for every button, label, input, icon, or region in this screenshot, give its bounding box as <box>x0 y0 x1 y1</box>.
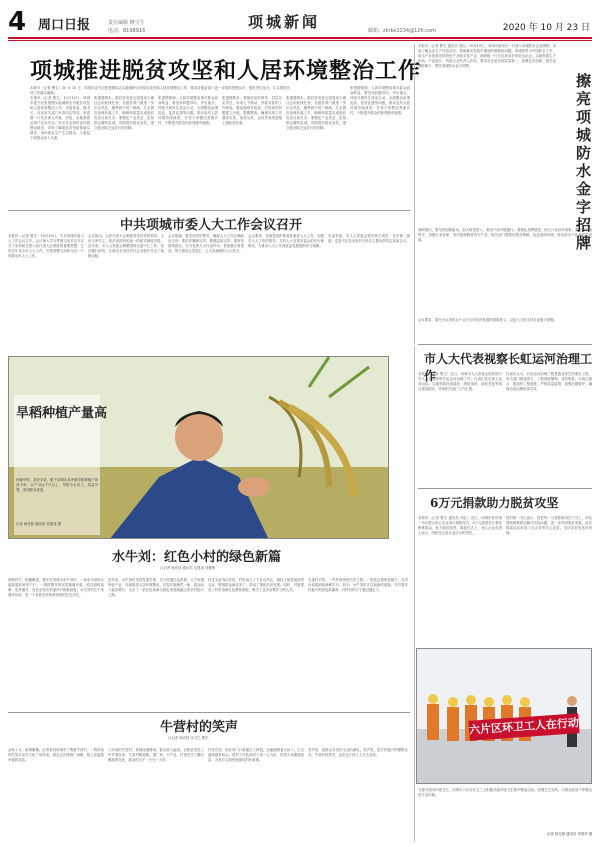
lead-col-3: 张建儒强调，人居环境整治事关群众切身利益，要坚持问题导向，突出重点，持续开展村庄清洁行动，全面整治乱堆乱放、乱搭乱建等问题，推动农村人居环境持续改善，打造干净整洁美丽乡村，不断提升群众的获得感幸福感。 <box>158 96 218 125</box>
niuying-headline: 牛营村的笑声 <box>160 720 239 735</box>
right-body-2: 调研指出，要坚持创新驱动，加大研发投入，推动产品升级换代；要强化品牌建设，树立行业标杆形象；要规范市场秩序，加强行业自律，坚决抵制假冒伪劣产品；相关部门要做好服务保障，优化营商环境，推动防水产业高质量发展。 <box>418 228 592 242</box>
section-title: 项城新闻 <box>248 13 321 31</box>
sanitation-banner: 六片区环卫工人在行动 <box>468 713 579 741</box>
village-col-2: 近年来，水牛刘村坚持党建引领，充分挖掘红色资源，大力发展特色产业，持续推进人居环境整治，村容村貌焕然一新，群众收入稳步增长，走出了一条红色传承与绿色发展相融合的乡村振兴之路。 <box>108 578 204 597</box>
lead-col-5: 张建儒指出，脱贫攻坚是全面建成小康社会的底线任务，各级各部门要进一步压实责任，聚焦两不愁三保障，扎实做好查缺补漏工作，确保高质量完成脱贫攻坚目标任务。要强化产业扶贫，拓宽群众增收渠道，巩固提升脱贫成效，建立健全防止返贫长效机制。 <box>286 96 346 130</box>
lead-headline: 项城推进脱贫攻坚和人居环境整治工作 <box>30 58 422 84</box>
meeting-col-3: 会议强调，要坚持党的领导，确保人大工作正确政治方向；要依法履职尽责，增强监督实效；要密切联系群众，充分发挥人大代表作用；要加强自身建设，努力建设让党放心、让人民满意的人大机关。 <box>168 234 244 253</box>
section-rule-1 <box>8 210 410 211</box>
village-col-1: 深秋时节，稻穗飘香，漫步在项城市水牛刘村，一条条平坦的水泥路通向家家户户，一排排整齐的民居错落有致，路边绿树成荫、花草盛开，处处呈现出美丽乡村的新画卷。水牛刘村位于项城市东部，是一个有着光荣革命传统的红色村庄。 <box>8 578 104 597</box>
tel-info: 电话：8198916 <box>108 28 146 34</box>
right-body-1: 本报讯（记者 曹生 通讯员 刘红）10月19日，项城市副市长一行深入项城防水企业调研，详细了解企业生产经营状况，帮助解决发展中遇到的困难和问题。项城被誉为中国防水之乡，防水产业是我市的特色产业和支柱产业。调研组一行先后来到多家防水企业，实地察看生产车间、产品展厅，听取企业负责人介绍，要求各企业坚持质量第一，加强技术创新，提升品牌影响力，擦亮项城防水金字招牌。 <box>418 44 556 68</box>
paper-name: 周口日报 <box>38 18 91 33</box>
donation-col-1: 本报讯（记者 曹生 通讯员 刘红）近日，项城市驻村第一书记联合爱心企业举行捐款仪式，6万元善款用于帮扶困难群众，助力脱贫攻坚。捐款仪式上，爱心企业负责人表示，回报社会是企业应尽的责任。 <box>418 516 502 535</box>
lead-col-6: 张建儒强调，人居环境整治事关群众切身利益，要坚持问题导向，突出重点，持续开展村庄清洁行动，全面整治乱堆乱放、乱搭乱建等问题，推动农村人居环境持续改善，打造干净整洁美丽乡村，不断提升群众的获得感幸福感。 <box>350 86 410 115</box>
sanitation-photo <box>416 648 592 784</box>
column-divider <box>414 44 415 344</box>
village-headline: 水牛刘：红色小村的绿色新篇 <box>112 550 282 565</box>
header-rule-thin <box>8 40 592 41</box>
page-number: 4 <box>8 8 34 36</box>
column-divider-lower <box>414 346 415 842</box>
lead-col-2: 张建儒指出，脱贫攻坚是全面建成小康社会的底线任务，各级各部门要进一步压实责任，聚焦两不愁三保障，扎实做好查缺补漏工作，确保高质量完成脱贫攻坚目标任务。要强化产业扶贫，拓宽群众增收渠道，巩固提升脱贫成效，建立健全防止返贫长效机制。 <box>94 96 154 130</box>
village-byline: 口记者 杨光林 通讯员 吴建成 郑俊保 <box>160 566 216 570</box>
photo-headline: 旱稻种植产量高 <box>16 406 108 421</box>
meeting-col-4: 会议要求，各级党组织要高度重视人大工作，加强对人大工作的领导，支持人大及其常委会依法行使职权，为推动人大工作高质量发展提供有力保障。 <box>248 234 324 248</box>
donation-headline: 6万元捐款助力脱贫攻坚 <box>430 496 559 510</box>
photo-caption: 种植旱稻，喜获丰收，眼下项城市高寺镇旱稻种植户喜获丰收，亩产可达千斤以上，旱稻节水省工，效益可观，受到群众欢迎。 <box>16 478 98 492</box>
niuying-col-3: 村民们说，现在家门口就能打工挣钱，还能照顾老人孩子，生活越来越有盼头。驻村工作队和村干部一心为民，带领大家增收致富，大家打心眼里感谢党的好政策。 <box>208 748 304 762</box>
meeting-col-1: 本报讯（记者 曹生）10月16日，中共项城市委人大工作会议召开。会议深入学习贯彻习近平总书记关于坚持和完善人民代表大会制度的重要思想，总结近年来全市人大工作，安排部署当前和今后一个时期全市人大工作。 <box>8 234 84 258</box>
village-col-4: 走进村史馆，一件件珍贵的历史文物、一张张泛黄的老照片，无声诉说着那段峥嵘岁月。如今，水牛刘村正以崭新的面貌，书写着乡村振兴的绿色新篇章，村民们的日子越过越红火。 <box>308 578 408 592</box>
right-body-3: 会议要求，要充分认识防水产业对全市经济发展的重要意义，以更大力度支持企业做大做强。 <box>418 318 558 322</box>
niuying-col-4: 笑声里，是群众对美好生活的满足；笑声里，是乡村振兴的铿锵足音。牛营村的笑声，正在这片热土上久久回荡。 <box>308 748 408 757</box>
niuying-col-2: 几年前的牛营村，基础设施薄弱，群众收入偏低。自脱贫攻坚工作开展以来，牛营村修道路、建广场、兴产业，村里发生了翻天覆地的变化，群众的日子一天比一天好。 <box>108 748 204 762</box>
email-info: 邮箱：zkrbs1234@126.com <box>368 28 436 34</box>
meeting-headline: 中共项城市委人大工作会议召开 <box>120 218 303 233</box>
npc-col-1: 本报讯（记者 曹生）近日，项城市人大常委会组织部分市人大代表视察长虹运河治理工作。代表们先后深入运河沿线，实地察看河道清淤、堤防加固、绿化美化等项目建设情况，听取相关部门工作汇报。 <box>418 372 502 391</box>
lead-col-4: 张建儒要求，要强化组织领导，层层压实责任，形成上下联动、齐抓共管的工作格局。要加强督导检查，对发现的问题建立台账，限期整改，确保各项工作落到实处、取得实效，以优异成绩迎接上级检查验收。 <box>222 96 282 125</box>
npc-headline: 市人大代表视察长虹运河治理工作 <box>424 352 593 383</box>
bottom-photo-credit: 记者 杨光林 通讯员 李春华 摄 <box>547 832 592 836</box>
lead-byline: 本报讯（记者 曹生）10 月 15 日，项城市委书记张建儒同志实地调研全市脱贫攻坚和人居环境整治工作，要求各级各部门进一步提高思想认识，强化责任担当，扎实推进各项工作落实落地。 <box>30 86 290 95</box>
section-rule-4 <box>418 488 592 489</box>
lead-col-1: 本报讯（记者 曹生）10月15日，项城市委书记张建儒实地调研全市脱贫攻坚和人居环境整治工作，市委常委、秘书长、市直有关部门负责同志陪同。张建儒一行先后深入乡镇、村组，实地察看贫困户住房安全、饮水安全和村容村貌整治情况，详细了解脱贫攻坚政策落实情况，询问群众生产生活情况，与基层干部群众深入交流。 <box>30 96 90 140</box>
header-rule <box>8 37 592 39</box>
meeting-col-2: 会议指出，人民代表大会制度是坚持党的领导、人民当家作主、依法治国有机统一的根本制度安排。近年来，市人大常委会紧紧围绕市委中心工作，依法履行职责，在推动全市经济社会发展中作出了积极贡献。 <box>88 234 164 258</box>
right-vertical-title: 擦亮项城防水金字招牌 <box>576 72 592 252</box>
donation-col-2: 驻村第一书记表示，将把每一分善款都用在刀刃上，切实帮助困难群众解决实际问题，进一步巩固脱贫成果。此次捐款活动彰显了社会各界关心扶贫、支持扶贫的良好风尚。 <box>506 516 592 535</box>
photo-credit: 记者 杨光林 通讯员 吴建成 摄 <box>16 522 61 526</box>
meeting-col-5: 市委常委、市人大常委会领导班子成员，各乡镇（街道）党委书记及市直有关单位主要负责同志参加会议。 <box>328 234 410 243</box>
village-col-3: 村党支部书记介绍，村里成立了专业合作社，流转土地发展高效农业，吸纳群众就近务工，带动了集体经济发展。同时，村里建设了村史馆和红色教育基地，吸引了众多参观学习的人员。 <box>208 578 304 592</box>
issue-date: 2020 年 10 月 23 日 <box>502 23 590 33</box>
bottom-photo-caption: 为提升城市环境卫生，项城市六片区环卫工人积极开展环境卫生集中整治活动，清理卫生死角，为群众营造干净整洁的生活环境。 <box>418 788 592 797</box>
niuying-col-1: 金秋十月，硕果累累。记者来到项城市丁集镇牛营村，一阵阵欢快的笑声从村文化广场传来，群众正在排练广场舞，脸上洋溢着幸福的笑容。 <box>8 748 104 762</box>
niuying-byline: 口记者 杨光林 实习生 曹杰 <box>168 736 209 740</box>
npc-col-2: 代表们认为，长虹运河治理工程是惠及民生的重点工程，有关部门措施得力，工程进展顺利，成效明显。代表们建议，要加快工程进度，严格质量监管，加强后期管护，确保运河治理取得实效。 <box>506 372 592 391</box>
editor-info: 责任编辑 穆宝生 <box>108 20 145 26</box>
section-rule-2 <box>8 712 410 713</box>
section-rule-3 <box>418 344 592 345</box>
